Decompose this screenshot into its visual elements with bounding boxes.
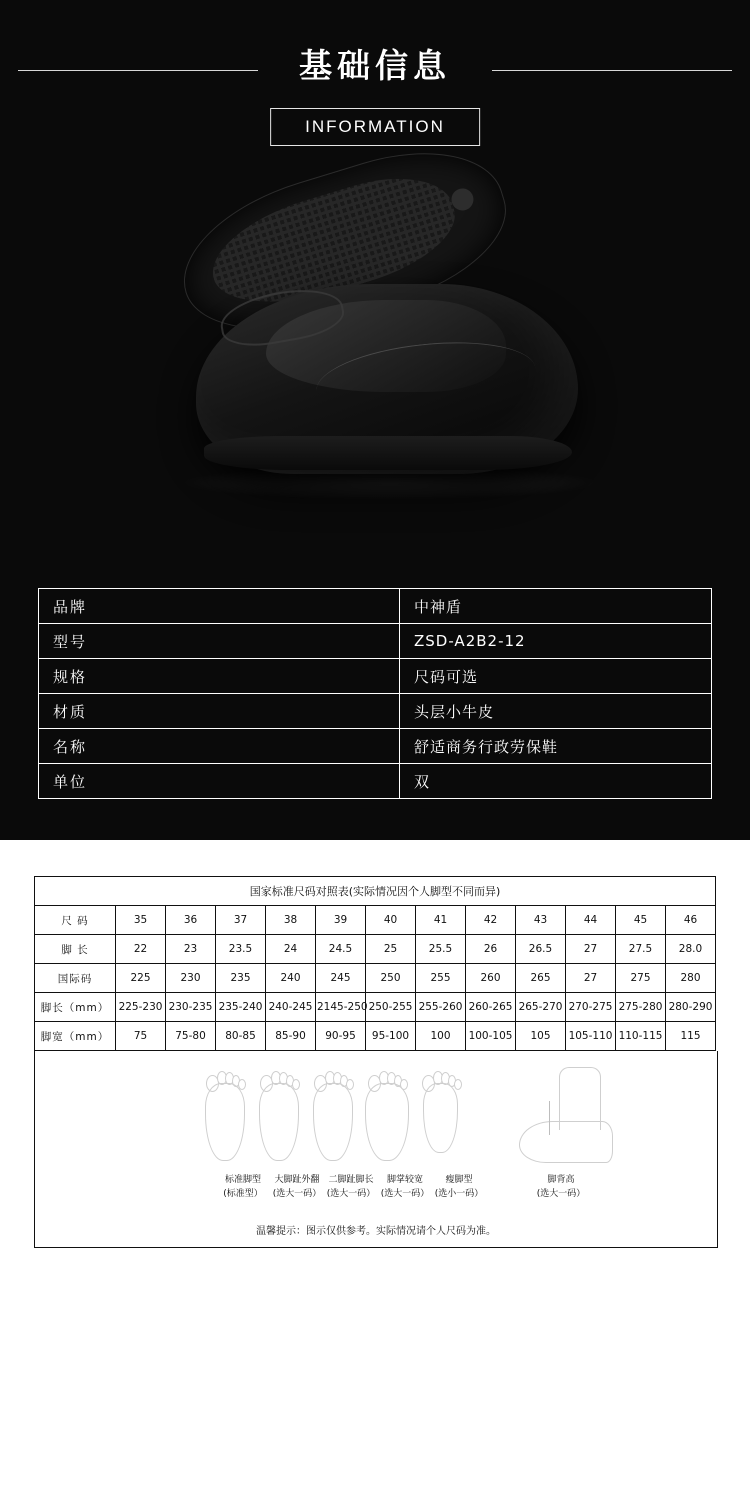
page-title: 基础信息 (299, 46, 451, 85)
foot-shape-standard (203, 1063, 247, 1161)
foot-type-name: 脚掌较宽 (386, 1175, 423, 1185)
product-image (0, 160, 750, 560)
cell: 280-290 (666, 993, 716, 1022)
foot-type-name: 二脚趾脚长 (328, 1175, 374, 1185)
cell: 280 (666, 964, 716, 993)
cell: 24 (266, 935, 316, 964)
cell: 2145-250 (316, 993, 366, 1022)
row-header: 脚宽（mm） (35, 1022, 116, 1051)
row-header: 国际码 (35, 964, 116, 993)
size-chart-card (34, 876, 716, 1248)
cell: 41 (416, 906, 466, 935)
cell: 265 (516, 964, 566, 993)
cell: 235 (216, 964, 266, 993)
cell: 255-260 (416, 993, 466, 1022)
foot-shapes-row (203, 1063, 463, 1161)
table-row (35, 935, 716, 964)
shoe-welt (204, 436, 572, 470)
foot-type-name: 大脚趾外翻 (274, 1175, 320, 1185)
cell: 110-115 (616, 1022, 666, 1051)
cell: 230 (166, 964, 216, 993)
table-row (39, 694, 712, 729)
foot-type-hint: (选大一码） (536, 1189, 586, 1199)
info-value: 尺码可选 (400, 659, 712, 694)
foot-type-hint: (标准型） (223, 1189, 263, 1199)
cell: 240 (266, 964, 316, 993)
info-value: 舒适商务行政劳保鞋 (400, 729, 712, 764)
cell: 23.5 (216, 935, 266, 964)
table-row (35, 993, 716, 1022)
cell: 235-240 (216, 993, 266, 1022)
foot-type-diagram (34, 1051, 718, 1248)
cell: 75-80 (166, 1022, 216, 1051)
foot-type-hint: (选大一码） (272, 1189, 322, 1199)
table-row (35, 964, 716, 993)
foot-shape-wide (365, 1063, 409, 1161)
foot-shape-long-second-toe (311, 1063, 355, 1161)
cell: 44 (566, 906, 616, 935)
cell: 75 (116, 1022, 166, 1051)
cell: 80-85 (216, 1022, 266, 1051)
cell: 245 (316, 964, 366, 993)
cell: 25 (366, 935, 416, 964)
info-key: 名称 (39, 729, 400, 764)
cell: 250-255 (366, 993, 416, 1022)
hero-title-row (0, 40, 750, 102)
cell: 265-270 (516, 993, 566, 1022)
table-row (39, 624, 712, 659)
cell: 90-95 (316, 1022, 366, 1051)
cell: 85-90 (266, 1022, 316, 1051)
cell: 105 (516, 1022, 566, 1051)
size-chart-note: 温馨提示：图示仅供参考。实际情况请个人尺码为准。 (256, 1226, 496, 1237)
info-value: ZSD-A2B2-12 (400, 624, 712, 659)
cell: 46 (666, 906, 716, 935)
cell: 230-235 (166, 993, 216, 1022)
size-chart-table (34, 905, 716, 1051)
cell: 36 (166, 906, 216, 935)
cell: 275 (616, 964, 666, 993)
cell: 35 (116, 906, 166, 935)
product-info-table (38, 588, 712, 799)
cell: 250 (366, 964, 416, 993)
foot-instep-diagram (515, 1067, 625, 1167)
cell: 115 (666, 1022, 716, 1051)
hero-subtitle: INFORMATION (270, 108, 480, 146)
cell: 240-245 (266, 993, 316, 1022)
cell: 25.5 (416, 935, 466, 964)
cell: 225 (116, 964, 166, 993)
cell: 22 (116, 935, 166, 964)
cell: 275-280 (616, 993, 666, 1022)
info-value: 中神盾 (400, 589, 712, 624)
cell: 100-105 (466, 1022, 516, 1051)
cell: 255 (416, 964, 466, 993)
size-chart-panel (0, 840, 750, 1491)
cell: 24.5 (316, 935, 366, 964)
table-row (35, 1022, 716, 1051)
info-key: 型号 (39, 624, 400, 659)
cell: 27.5 (616, 935, 666, 964)
cell: 95-100 (366, 1022, 416, 1051)
info-key: 材质 (39, 694, 400, 729)
foot-shape-bunion (257, 1063, 301, 1161)
cell: 27 (566, 964, 616, 993)
cell: 100 (416, 1022, 466, 1051)
foot-type-name: 脚背高 (547, 1175, 575, 1185)
cell: 26 (466, 935, 516, 964)
table-row (39, 659, 712, 694)
cell: 105-110 (566, 1022, 616, 1051)
foot-type-hint: (选大一码） (380, 1189, 430, 1199)
info-key: 规格 (39, 659, 400, 694)
cell: 26.5 (516, 935, 566, 964)
table-row (39, 729, 712, 764)
cell: 28.0 (666, 935, 716, 964)
cell: 270-275 (566, 993, 616, 1022)
cell: 38 (266, 906, 316, 935)
cell: 39 (316, 906, 366, 935)
cell: 42 (466, 906, 516, 935)
foot-type-4 (419, 1173, 499, 1201)
cell: 23 (166, 935, 216, 964)
size-chart-title: 国家标准尺码对照表(实际情况因个人脚型不同而异) (34, 876, 716, 905)
foot-shape-narrow (419, 1063, 463, 1161)
cell: 40 (366, 906, 416, 935)
cell: 45 (616, 906, 666, 935)
foot-type-hint: (选大一码） (326, 1189, 376, 1199)
foot-type-name: 标准脚型 (224, 1175, 261, 1185)
row-header: 尺 码 (35, 906, 116, 935)
table-row (39, 764, 712, 799)
cell: 225-230 (116, 993, 166, 1022)
info-value: 头层小牛皮 (400, 694, 712, 729)
cell: 260-265 (466, 993, 516, 1022)
table-row (35, 906, 716, 935)
foot-type-5 (521, 1173, 601, 1201)
foot-type-name: 瘦脚型 (445, 1175, 473, 1185)
row-header: 脚长（mm） (35, 993, 116, 1022)
cell: 43 (516, 906, 566, 935)
shoe-body-graphic (196, 284, 578, 474)
info-key: 单位 (39, 764, 400, 799)
foot-type-hint: (选小一码） (434, 1189, 484, 1199)
info-value: 双 (400, 764, 712, 799)
cell: 27 (566, 935, 616, 964)
table-row (39, 589, 712, 624)
row-header: 脚 长 (35, 935, 116, 964)
cell: 37 (216, 906, 266, 935)
info-key: 品牌 (39, 589, 400, 624)
cell: 260 (466, 964, 516, 993)
